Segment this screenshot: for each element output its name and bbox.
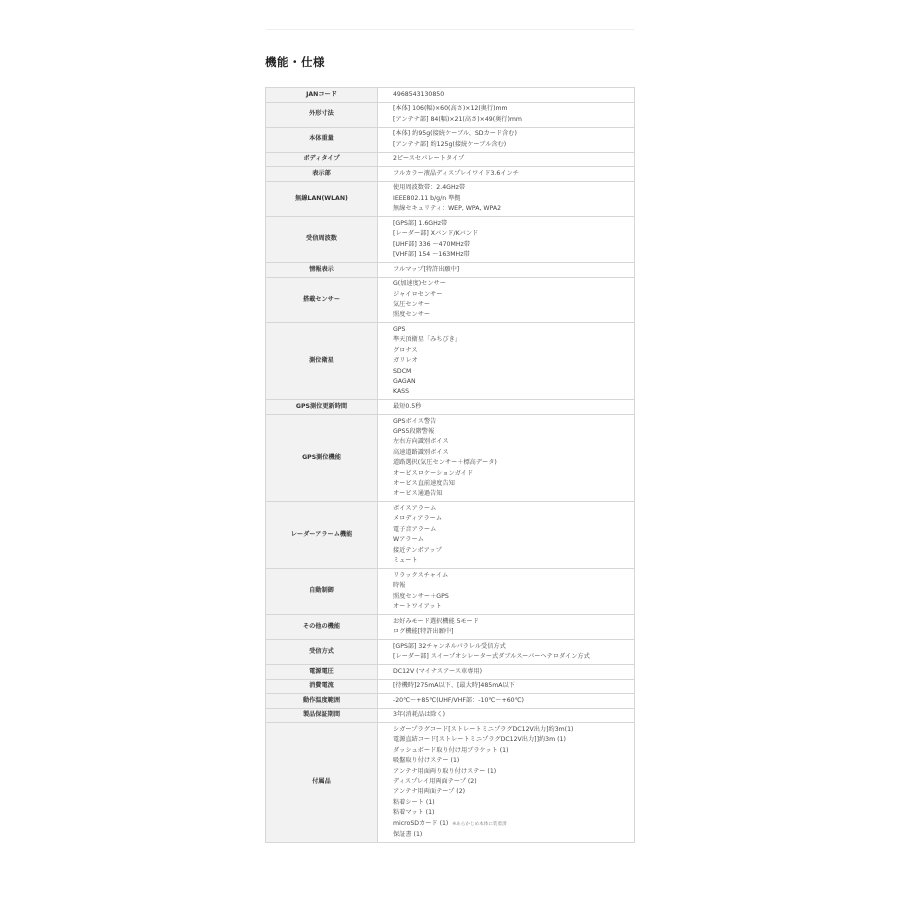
- spec-value-line: [393, 335, 628, 345]
- spec-value-line: [393, 592, 628, 602]
- spec-row: [266, 569, 635, 615]
- spec-value-line: [393, 681, 628, 691]
- spec-value-text: 無線セキュリティ：WEP, WPA, WPA2: [393, 205, 502, 213]
- spec-value: [378, 614, 635, 639]
- spec-value-line: [393, 300, 628, 310]
- spec-label: 製品保証期間: [266, 708, 378, 723]
- spec-value: [378, 167, 635, 182]
- spec-value-line: [393, 710, 628, 720]
- spec-value-text: -20℃～+85℃(UHF/VHF部：-10℃～+60℃): [393, 696, 524, 704]
- spec-value-line: [393, 377, 628, 387]
- spec-value-text: GPS5段階警報: [393, 428, 435, 436]
- spec-label: GPS測位機能: [266, 415, 378, 502]
- spec-row: [266, 152, 635, 167]
- spec-value-line: [393, 427, 628, 437]
- spec-value: [378, 88, 635, 103]
- spec-value-text: Wアラーム: [393, 536, 424, 544]
- spec-value-line: [393, 325, 628, 335]
- spec-value-text: SDCM: [393, 367, 412, 375]
- spec-value-line: [393, 798, 628, 808]
- spec-value-text: [レーダー部] スイープオシレーター式ダブルスーパーヘテロダイン方式: [393, 652, 590, 660]
- spec-label: 無線LAN(WLAN): [266, 181, 378, 216]
- spec-value-text: [本体] 106(幅)×60(高さ)×12(奥行)mm: [393, 105, 508, 113]
- spec-value-text: GPSボイス警告: [393, 417, 437, 425]
- spec-value: [378, 152, 635, 167]
- spec-value-text: 高速道路識別ボイス: [393, 448, 449, 456]
- spec-value-line: [393, 356, 628, 366]
- spec-value-text: ダッシュボード取り付け用ブラケット (1): [393, 746, 509, 754]
- spec-label: 消費電流: [266, 679, 378, 694]
- spec-value-line: [393, 725, 628, 735]
- spec-value-text: G(加速度)センサー: [393, 280, 446, 288]
- spec-value-line: [393, 756, 628, 766]
- spec-value-line: [393, 387, 628, 397]
- spec-value-text: アンテナ用面両り取り付けステー (1): [393, 767, 497, 775]
- spec-value-text: ジャイロセンサー: [393, 290, 443, 298]
- spec-value-text: 保証書 (1): [393, 830, 423, 838]
- spec-value-line: [393, 279, 628, 289]
- spec-value-line: [393, 667, 628, 677]
- spec-value-line: [393, 310, 628, 320]
- spec-value: [378, 694, 635, 709]
- spec-value-line: [393, 627, 628, 637]
- spec-value-line: [393, 458, 628, 468]
- spec-value: [378, 323, 635, 400]
- spec-value-text: 気圧センサー: [393, 301, 431, 308]
- top-divider: [266, 29, 634, 30]
- spec-value-line: [393, 808, 628, 818]
- spec-value-text: ディスプレイ用両面テープ (2): [393, 777, 477, 785]
- spec-value-text: 電源直結コード[ストレートミニプラグDC12V出力]]約3m (1): [393, 736, 566, 744]
- spec-value-text: [レーダー部] Xバンド/Kバンド: [393, 230, 479, 238]
- spec-value-line: [393, 546, 628, 556]
- spec-label: その他の機能: [266, 614, 378, 639]
- spec-value: [378, 102, 635, 127]
- spec-value-line: [393, 642, 628, 652]
- spec-value-line: [393, 169, 628, 179]
- spec-value-line: [393, 448, 628, 458]
- spec-label: 搭載センサー: [266, 277, 378, 323]
- spec-value-text: GPS: [393, 326, 406, 333]
- spec-row: [266, 723, 635, 843]
- spec-label: レーダーアラーム機能: [266, 502, 378, 569]
- spec-row: [266, 217, 635, 263]
- spec-value-line: [393, 229, 628, 239]
- spec-row: [266, 167, 635, 182]
- spec-value-line: [393, 787, 628, 797]
- spec-value-line: [393, 525, 628, 535]
- spec-value-text: ミュート: [393, 557, 418, 565]
- spec-value-line: [393, 194, 628, 204]
- spec-row: [266, 102, 635, 127]
- spec-row: [266, 415, 635, 502]
- spec-value-text: アンテナ用両面テープ (2): [393, 788, 466, 796]
- spec-value-text: microSDカード (1): [393, 819, 449, 827]
- spec-value-text: 左右方向識別ボイス: [393, 438, 449, 446]
- spec-value-line: [393, 602, 628, 612]
- spec-label: 測位衛星: [266, 323, 378, 400]
- spec-value-text: [GPS部] 32チャンネルパラレル受信方式: [393, 642, 506, 650]
- spec-label: 電源電圧: [266, 664, 378, 679]
- spec-value-text: IEEE802.11 b/g/n 準拠: [393, 194, 461, 202]
- spec-value-line: [393, 367, 628, 377]
- spec-value-text: DC12V (マイナスアース車専用): [393, 667, 482, 675]
- spec-value-text: オービス通過告知: [393, 490, 443, 498]
- spec-value-line: [393, 129, 628, 139]
- spec-row: [266, 181, 635, 216]
- spec-value: [378, 502, 635, 569]
- spec-value-line: [393, 154, 628, 164]
- spec-label: 表示部: [266, 167, 378, 182]
- spec-value-text: [GPS部] 1.6GHz帯: [393, 219, 448, 227]
- spec-label: 付属品: [266, 723, 378, 843]
- spec-value-line: [393, 819, 628, 830]
- spec-value: [378, 569, 635, 615]
- spec-value: [378, 723, 635, 843]
- spec-row: [266, 323, 635, 400]
- spec-value: [378, 639, 635, 664]
- spec-label: 情報表示: [266, 263, 378, 278]
- spec-value-text: KASS: [393, 388, 410, 396]
- spec-label: 本体重量: [266, 127, 378, 152]
- spec-value-text: 照度センサー＋GPS: [393, 592, 449, 600]
- spec-value-line: [393, 240, 628, 250]
- spec-value-text: オートワイアット: [393, 602, 442, 610]
- spec-value-line: [393, 346, 628, 356]
- spec-value-text: [VHF部] 154 ～163MHz帯: [393, 251, 470, 258]
- spec-row: [266, 664, 635, 679]
- spec-value-text: [アンテナ部] 約125g(接続ケーブル含む): [393, 140, 507, 148]
- spec-value-text: 4968543130850: [393, 90, 445, 98]
- spec-label: 受信方式: [266, 639, 378, 664]
- spec-value-line: [393, 767, 628, 777]
- spec-value-text: [アンテナ部] 84(幅)×21(高さ)×49(奥行)mm: [393, 115, 522, 123]
- spec-value-line: [393, 514, 628, 524]
- spec-value-text: フルカラー液晶ディスプレイワイド3.6インチ: [393, 169, 519, 177]
- spec-value-text: [UHF部] 336 ～470MHz帯: [393, 240, 470, 248]
- spec-value-line: [393, 402, 628, 412]
- spec-value-line: [393, 140, 628, 150]
- spec-value-text: 接近テンポアップ: [393, 546, 442, 554]
- spec-label: 動作温度範囲: [266, 694, 378, 709]
- spec-value-line: [393, 696, 628, 706]
- spec-row: [266, 679, 635, 694]
- spec-value-text: メロディアラーム: [393, 515, 443, 523]
- spec-value-text: 3年(消耗品は除く): [393, 711, 446, 719]
- spec-value-line: [393, 652, 628, 662]
- spec-value-text: [本体] 約95g(接続ケーブル、SDカード含む): [393, 130, 517, 138]
- spec-value-text: オービス直前速度告知: [393, 480, 455, 488]
- spec-row: [266, 277, 635, 323]
- spec-value: [378, 277, 635, 323]
- spec-value-text: オービスロケーションガイド: [393, 469, 474, 477]
- spec-label: GPS測位更新時間: [266, 400, 378, 415]
- spec-value-line: [393, 571, 628, 581]
- spec-value-text: 使用周波数帯：2.4GHz帯: [393, 184, 466, 192]
- spec-row: [266, 639, 635, 664]
- spec-value: [378, 263, 635, 278]
- spec-value-line: [393, 90, 628, 100]
- spec-value-line: [393, 183, 628, 193]
- spec-value-text: 道路選択(気圧センサー＋標高データ): [393, 459, 497, 467]
- spec-value-text: ログ機能[特許出願中]: [393, 627, 454, 635]
- spec-value-text: 2ピースセパレートタイプ: [393, 155, 465, 163]
- spec-value: [378, 708, 635, 723]
- spec-note: ※あらかじめ本体に装着済: [452, 821, 507, 827]
- spec-value-line: [393, 104, 628, 114]
- spec-value-line: [393, 617, 628, 627]
- spec-row: [266, 614, 635, 639]
- spec-value: [378, 664, 635, 679]
- spec-value-text: ボイスアラーム: [393, 505, 437, 513]
- spec-value-text: 時報: [393, 582, 406, 590]
- spec-value-text: ガリレオ: [393, 357, 418, 365]
- spec-value-line: [393, 290, 628, 300]
- spec-value-line: [393, 250, 628, 260]
- spec-value-text: お好みモード選択機能 5モード: [393, 617, 479, 625]
- spec-value-line: [393, 581, 628, 591]
- spec-row: [266, 708, 635, 723]
- spec-value: [378, 217, 635, 263]
- spec-value-line: [393, 735, 628, 745]
- spec-value-line: [393, 469, 628, 479]
- spec-value-line: [393, 746, 628, 756]
- spec-row: [266, 502, 635, 569]
- spec-value-text: 粘着マット (1): [393, 809, 435, 817]
- spec-value-text: GAGAN: [393, 378, 416, 386]
- spec-value-line: [393, 115, 628, 125]
- spec-value: [378, 679, 635, 694]
- spec-row: [266, 127, 635, 152]
- spec-value-line: [393, 204, 628, 214]
- spec-value-text: 吸盤取り付けステー (1): [393, 757, 460, 765]
- spec-value-line: [393, 265, 628, 275]
- spec-value-text: 最短0.5秒: [393, 403, 422, 411]
- spec-row: [266, 694, 635, 709]
- spec-label: 受信周波数: [266, 217, 378, 263]
- spec-value-text: シガープラグコード[ストレートミニプラグDC12V出力]約3m(1): [393, 725, 574, 733]
- spec-value-text: [待機時]275mA以下、[最大時]485mA以下: [393, 682, 515, 690]
- spec-row: [266, 88, 635, 103]
- spec-value-text: 準天頂衛星「みちびき」: [393, 336, 462, 344]
- spec-value-text: フルマップ[特許出願中]: [393, 265, 460, 273]
- spec-label: 外形寸法: [266, 102, 378, 127]
- spec-value-line: [393, 830, 628, 840]
- spec-row: [266, 263, 635, 278]
- spec-value-text: 照度センサー: [393, 311, 431, 319]
- spec-value-line: [393, 479, 628, 489]
- spec-value-text: リラックスチャイム: [393, 571, 449, 579]
- spec-value-text: 電子音アラーム: [393, 525, 437, 533]
- spec-value-line: [393, 437, 628, 447]
- spec-value-line: [393, 556, 628, 566]
- spec-value-text: グロナス: [393, 346, 418, 354]
- spec-value-line: [393, 417, 628, 427]
- spec-table-body: [266, 88, 635, 843]
- spec-value-line: [393, 504, 628, 514]
- spec-row: [266, 400, 635, 415]
- spec-value: [378, 127, 635, 152]
- spec-table: [265, 87, 635, 843]
- spec-value: [378, 415, 635, 502]
- spec-value: [378, 181, 635, 216]
- spec-value-line: [393, 219, 628, 229]
- spec-value: [378, 400, 635, 415]
- spec-value-text: 粘着シート (1): [393, 798, 435, 806]
- spec-value-line: [393, 777, 628, 787]
- spec-label: JANコード: [266, 88, 378, 103]
- section-title: 機能・仕様: [265, 55, 325, 69]
- spec-label: 自動制御: [266, 569, 378, 615]
- spec-value-line: [393, 489, 628, 499]
- spec-value-line: [393, 535, 628, 545]
- spec-label: ボディタイプ: [266, 152, 378, 167]
